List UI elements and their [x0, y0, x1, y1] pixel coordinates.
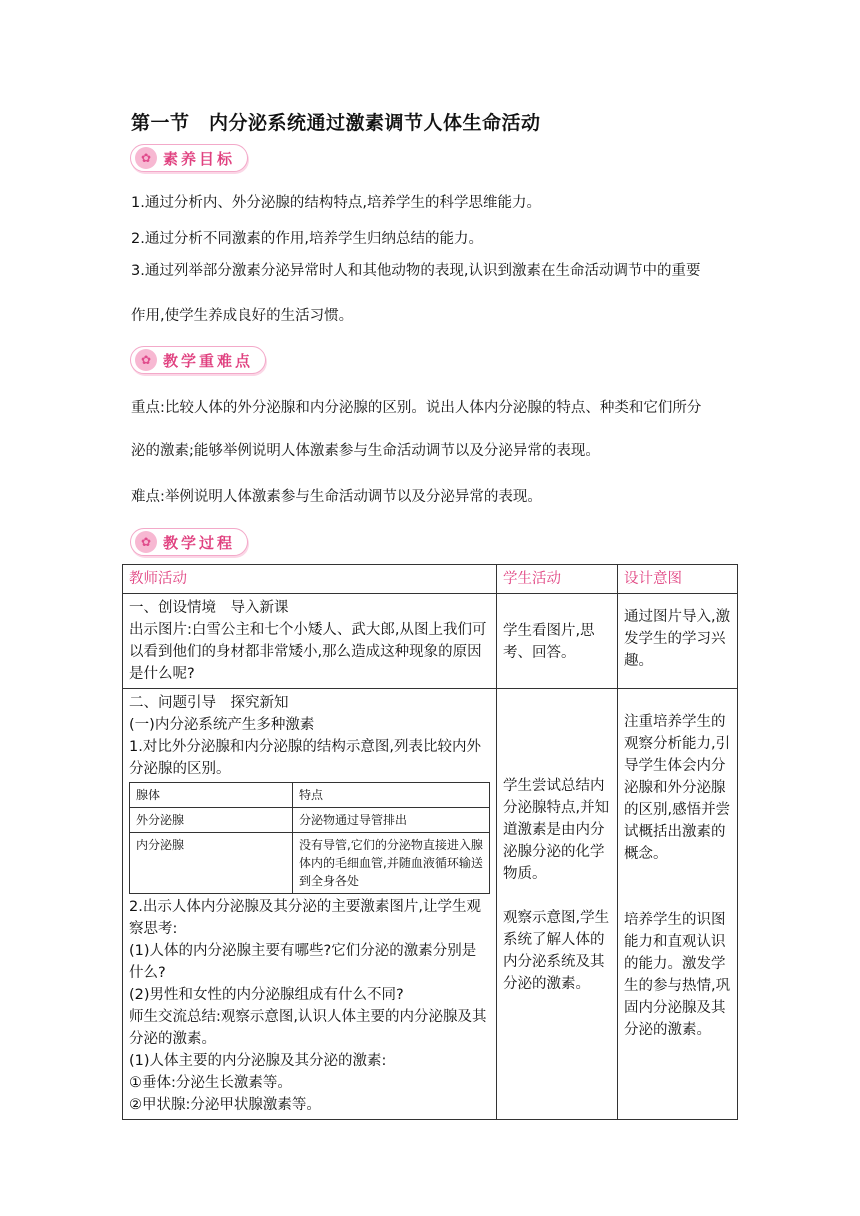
- student-cell: 学生看图片,思考、回答。: [497, 594, 618, 689]
- goal-item: 2.通过分析不同激素的作用,培养学生归纳总结的能力。: [131, 231, 483, 247]
- gland-comparison-table: [129, 782, 490, 894]
- inner-header-row: [130, 783, 490, 808]
- design-cell: 通过图片导入,激发学生的学习兴趣。: [618, 594, 738, 689]
- section-badge-key-points: [130, 346, 266, 374]
- table-row: [123, 689, 738, 1120]
- section-badge-label: 素养目标: [163, 149, 236, 168]
- table-header-row: [123, 565, 738, 594]
- design-cell: [618, 689, 738, 1120]
- cell-line: 注重培养学生的观察分析能力,引导学生体会内分泌腺和外分泌腺的区别,感悟并尝试概括出激素的概念。: [624, 714, 731, 862]
- inner-cell: 内分泌腺: [130, 833, 293, 894]
- inner-header: 腺体: [130, 783, 293, 808]
- inner-cell: 外分泌腺: [130, 808, 293, 833]
- section-badge-label: 教学重难点: [163, 351, 254, 370]
- lotus-icon: ✿: [135, 531, 157, 553]
- key-point-item: 难点:举例说明人体激素参与生命活动调节以及分泌异常的表现。: [131, 489, 542, 505]
- key-point-item: 重点:比较人体的外分泌腺和内分泌腺的区别。说出人体内分泌腺的特点、种类和它们所分: [131, 400, 702, 416]
- section-badge-label: 教学过程: [163, 533, 236, 552]
- goal-item: 作用,使学生养成良好的生活习惯。: [131, 308, 354, 324]
- header-teacher: 教师活动: [123, 565, 497, 594]
- goal-item: 3.通过列举部分激素分泌异常时人和其他动物的表现,认识到激素在生命活动调节中的重要: [131, 263, 701, 279]
- teaching-process-table: [122, 564, 738, 1120]
- cell-line: (1)人体的内分泌腺主要有哪些?它们分泌的激素分别是什么?: [129, 943, 477, 981]
- cell-line: 1.对比外分泌腺和内分泌腺的结构示意图,列表比较内外分泌腺的区别。: [129, 739, 481, 777]
- inner-cell: 分泌物通过导管排出: [293, 808, 490, 833]
- cell-line: (2)男性和女性的内分泌腺组成有什么不同?: [129, 987, 404, 1003]
- table-row: [123, 594, 738, 689]
- teacher-cell: [123, 689, 497, 1120]
- cell-line: 师生交流总结:观察示意图,认识人体主要的内分泌腺及其分泌的激素。: [129, 1009, 487, 1047]
- inner-header: 特点: [293, 783, 490, 808]
- goal-item: 1.通过分析内、外分泌腺的结构特点,培养学生的科学思维能力。: [131, 195, 541, 211]
- cell-line: 出示图片:白雪公主和七个小矮人、武大郎,从图上我们可以看到他们的身材都非常矮小,那么造成这种现象的原因是什么呢?: [129, 622, 487, 682]
- cell-line: ①垂体:分泌生长激素等。: [129, 1075, 292, 1091]
- page-title: 第一节 内分泌系统通过激素调节人体生命活动: [131, 112, 541, 134]
- cell-line: 一、创设情境 导入新课: [129, 600, 289, 616]
- inner-row: [130, 808, 490, 833]
- key-point-item: 泌的激素;能够举例说明人体激素参与生命活动调节以及分泌异常的表现。: [131, 443, 600, 459]
- cell-line: 二、问题引导 探究新知: [129, 695, 289, 711]
- header-design: 设计意图: [618, 565, 738, 594]
- inner-row: [130, 833, 490, 894]
- cell-line: (1)人体主要的内分泌腺及其分泌的激素:: [129, 1053, 387, 1069]
- teacher-cell: [123, 594, 497, 689]
- cell-line: (一)内分泌系统产生多种激素: [129, 717, 315, 733]
- inner-cell: 没有导管,它们的分泌物直接进入腺体内的毛细血管,并随血液循环输送到全身各处: [293, 833, 490, 894]
- cell-line: 观察示意图,学生系统了解人体的内分泌系统及其分泌的激素。: [503, 910, 610, 992]
- section-badge-goals: [130, 144, 248, 172]
- lotus-icon: ✿: [135, 349, 157, 371]
- cell-line: 培养学生的识图能力和直观认识的能力。激发学生的参与热情,巩固内分泌腺及其分泌的激素。: [624, 912, 731, 1038]
- header-student: 学生活动: [497, 565, 618, 594]
- lotus-icon: ✿: [135, 147, 157, 169]
- section-badge-process: [130, 528, 248, 556]
- cell-line: ②甲状腺:分泌甲状腺激素等。: [129, 1097, 321, 1113]
- student-cell: [497, 689, 618, 1120]
- cell-line: 学生尝试总结内分泌腺特点,并知道激素是由内分泌腺分泌的化学物质。: [503, 778, 610, 882]
- cell-line: 2.出示人体内分泌腺及其分泌的主要激素图片,让学生观察思考:: [129, 899, 481, 937]
